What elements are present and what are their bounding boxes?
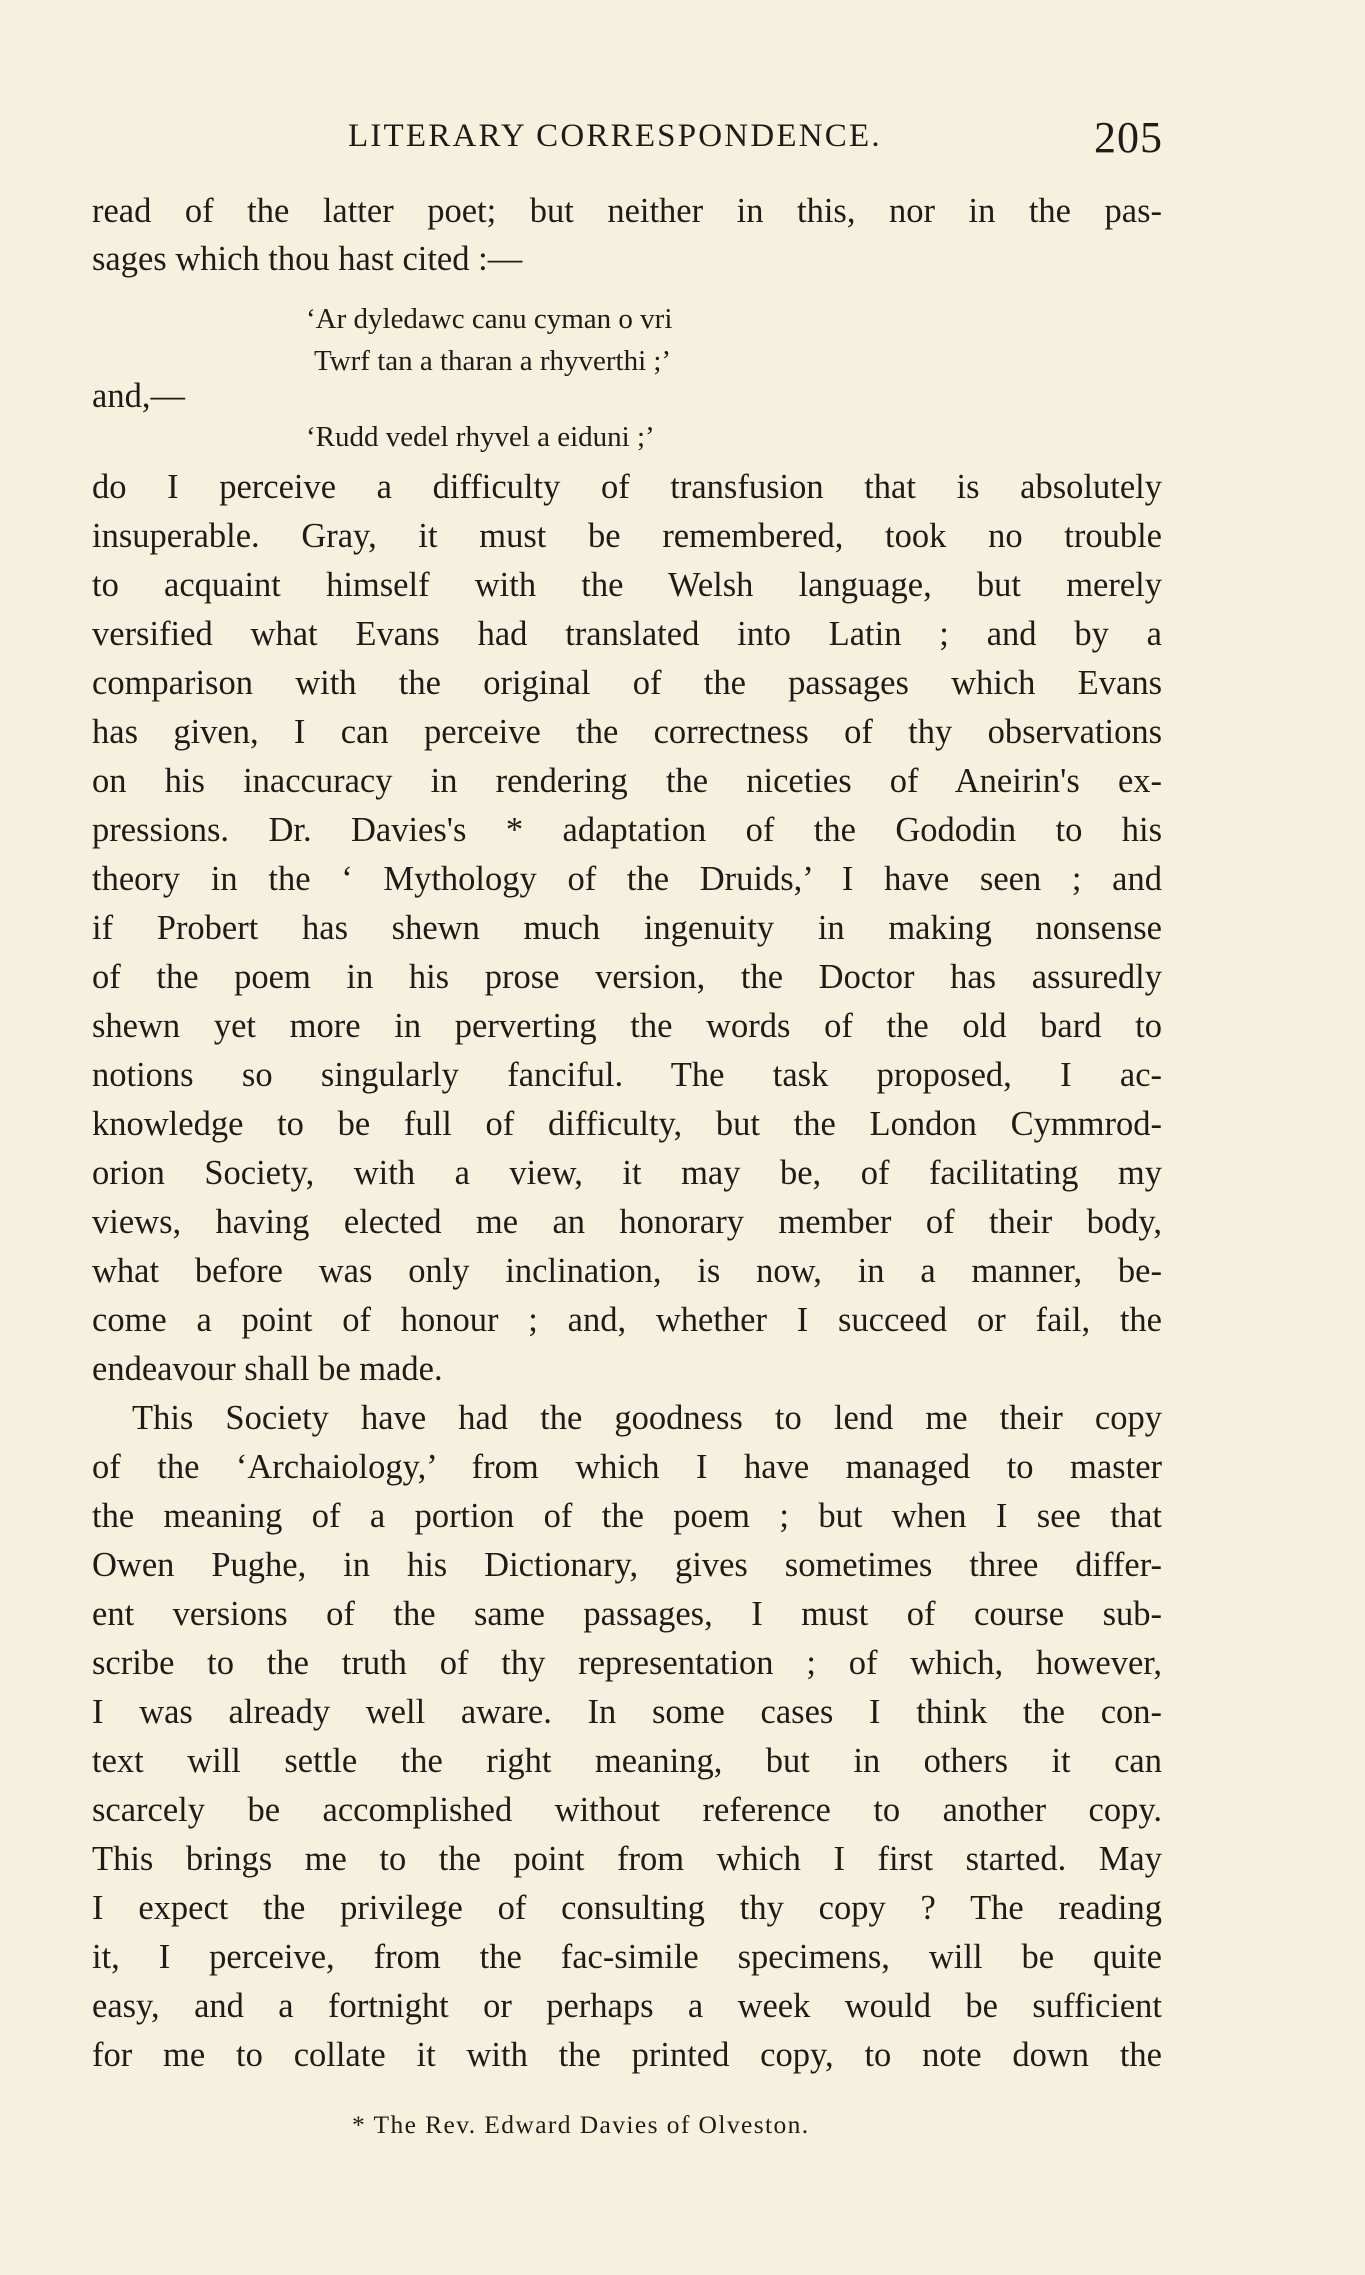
- body-line-28: scribe to the truth of thy representation ; of which, however,: [92, 1644, 1162, 1682]
- body-line-20: what before was only inclination, is now, in a manner, be-: [92, 1252, 1162, 1290]
- running-title: LITERARY CORRESPONDENCE.: [348, 118, 882, 154]
- body-line-31: scarcely be accomplished without reference to another copy.: [92, 1791, 1162, 1829]
- running-head: [348, 112, 1163, 164]
- verse-line-3: ‘Rudd vedel rhyvel a eiduni ;’: [306, 421, 655, 453]
- body-line-2: sages which thou hast cited :—: [92, 240, 523, 278]
- body-line-27: ent versions of the same passages, I must of course sub-: [92, 1595, 1162, 1633]
- body-line-11: pressions. Dr. Davies's * adaptation of the Gododin to his: [92, 811, 1162, 849]
- body-line-15: shewn yet more in perverting the words of the old bard to: [92, 1007, 1162, 1045]
- body-line-3: and,—: [92, 377, 185, 415]
- body-line-18: orion Society, with a view, it may be, of facilitating my: [92, 1154, 1162, 1192]
- body-line-5: insuperable. Gray, it must be remembered, took no trouble: [92, 517, 1162, 555]
- body-line-30: text will settle the right meaning, but in others it can: [92, 1742, 1162, 1780]
- body-line-8: comparison with the original of the passages which Evans: [92, 664, 1162, 702]
- verse-line-1: ‘Ar dyledawc canu cyman o vri: [306, 303, 673, 335]
- body-line-23: This Society have had the goodness to lend me their copy: [132, 1399, 1162, 1437]
- page-number: 205: [1094, 113, 1163, 162]
- body-line-17: knowledge to be full of difficulty, but the London Cymmrod-: [92, 1105, 1162, 1143]
- body-line-26: Owen Pughe, in his Dictionary, gives sometimes three differ-: [92, 1546, 1162, 1584]
- body-line-4: do I perceive a difficulty of transfusion that is absolutely: [92, 468, 1162, 506]
- body-line-25: the meaning of a portion of the poem ; but when I see that: [92, 1497, 1162, 1535]
- verse-line-2: Twrf tan a tharan a rhyverthi ;’: [314, 345, 672, 377]
- body-line-19: views, having elected me an honorary member of their body,: [92, 1203, 1162, 1241]
- body-line-34: it, I perceive, from the fac-simile specimens, will be quite: [92, 1938, 1162, 1976]
- body-line-33: I expect the privilege of consulting thy copy ? The reading: [92, 1889, 1162, 1927]
- footnote: * The Rev. Edward Davies of Olveston.: [352, 2110, 810, 2139]
- body-line-36: for me to collate it with the printed copy, to note down the: [92, 2036, 1162, 2074]
- body-line-1: read of the latter poet; but neither in this, nor in the pas-: [92, 192, 1162, 230]
- body-line-35: easy, and a fortnight or perhaps a week would be sufficient: [92, 1987, 1162, 2025]
- body-line-16: notions so singularly fanciful. The task proposed, I ac-: [92, 1056, 1162, 1094]
- body-line-9: has given, I can perceive the correctness of thy observations: [92, 713, 1162, 751]
- body-line-22: endeavour shall be made.: [92, 1350, 443, 1388]
- body-line-6: to acquaint himself with the Welsh language, but merely: [92, 566, 1162, 604]
- body-line-10: on his inaccuracy in rendering the niceties of Aneirin's ex-: [92, 762, 1162, 800]
- body-line-7: versified what Evans had translated into Latin ; and by a: [92, 615, 1162, 653]
- body-line-32: This brings me to the point from which I first started. May: [92, 1840, 1162, 1878]
- body-line-21: come a point of honour ; and, whether I succeed or fail, the: [92, 1301, 1162, 1339]
- body-line-29: I was already well aware. In some cases I think the con-: [92, 1693, 1162, 1731]
- body-line-13: if Probert has shewn much ingenuity in making nonsense: [92, 909, 1162, 947]
- body-line-12: theory in the ‘ Mythology of the Druids,’ I have seen ; and: [92, 860, 1162, 898]
- body-line-14: of the poem in his prose version, the Doctor has assuredly: [92, 958, 1162, 996]
- body-line-24: of the ‘Archaiology,’ from which I have managed to master: [92, 1448, 1162, 1486]
